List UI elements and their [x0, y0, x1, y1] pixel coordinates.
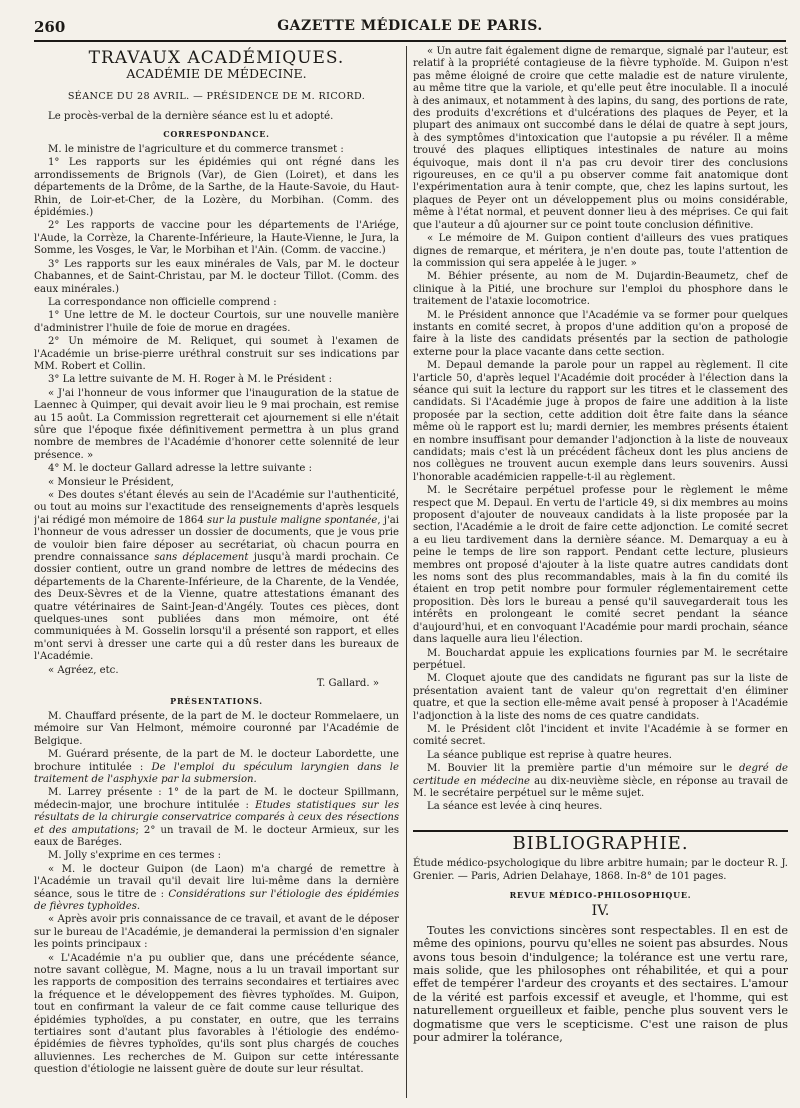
paragraph	[413, 763, 788, 800]
paragraph: 2° Les rapports de vaccine pour les départements de l'Ariége, l'Aude, la Corrèze, la Charente-Inférieure, la Haute-Vienne, le Jura, la Somme, les Vosges, le Var, le Morbihan et l'Ain. (Comm. de vaccine.)	[34, 220, 399, 257]
paragraph: 4° M. le docteur Gallard adresse la lettre suivante :	[48, 463, 313, 475]
paragraph: « L'Académie n'a pu oublier que, dans une précédente séance, notre savant collègue, M. Magne, nous a lu un travail important sur les rapports de composition des terrains secondaires et tertiaires avec la fréquence et le développement des fièvres typhoïdes. M. Guipon, tout en confirmant la valeur de ce fait comme cause tellurique des épidémies typhoïdes, a pu constater, en outre, que les terrains tertiaires sont d'autant plus favorables à l'étiologie des endémo-épidémies de fièvres typhoïdes, qu'ils sont plus chargés de couches alluviennes. Les recherches de M. Guipon sur cette intéressante question d'étiologie ne laissent guère de doute sur leur résultat.	[34, 952, 399, 1076]
paragraph: 2° Un mémoire de M. Reliquet, qui soumet à l'examen de l'Académie un brise-pierre uréthral construit sur ses indications par MM. Robert et Collin.	[34, 336, 399, 372]
right-column	[413, 46, 788, 1098]
paragraph: La séance est levée à cinq heures.	[427, 801, 603, 813]
paragraph: M. Béhier présente, au nom de M. Dujardin-Beaumetz, chef de clinique à la Pitié, une brochure sur l'emploi du phosphore dans le traitement de l'ataxie locomotrice.	[413, 271, 788, 308]
italic-title: sur la pustule maligne spontanée	[207, 514, 378, 526]
book-reference: Étude médico-psychologique du libre arbitre humain; par le docteur R. J. Grenier. — Paris, Adrien Delahaye, 1868. In-8° de 101 pages.	[413, 858, 788, 882]
paragraph: M. Bouchardat appuie les explications fournies par M. le secrétaire perpétuel.	[413, 647, 788, 671]
paragraph: « Après avoir pris connaissance de ce travail, et avant de le déposer sur le bureau de l'Académie, je demanderai la permission d'en signaler les points principaux :	[34, 914, 399, 951]
roman-numeral: IV.	[591, 903, 610, 920]
paragraph: 3° Les rapports sur les eaux minérales de Vals, par M. le docteur Chabannes, et de Saint-Christau, par M. le docteur Tillot. (Comm. des eaux minérales.)	[34, 258, 399, 295]
revue-heading: REVUE MÉDICO-PHILOSOPHIQUE.	[509, 890, 692, 900]
paragraph: M. Cloquet ajoute que des candidats ne figurant pas sur la liste de présentation avaient tant de valeur qu'on regrettait d'en éliminer quatre, et que la section elle-même avait pensé à proposer à l'Académie l'adjonction à la liste des noms de ces quatre candidats.	[413, 673, 788, 722]
journal-title: GAZETTE MÉDICALE DE PARIS.	[277, 18, 543, 34]
page-header	[34, 14, 786, 42]
text-run: ; 2° un travail de M. le docteur Armieux, sur les eaux de Baréges.	[34, 824, 399, 848]
paragraph: M. Depaul demande la parole pour un rappel au règlement. Il cite l'article 50, d'après lequel l'Académie doit procéder à l'élection dans la séance qui suit la lecture du rapport sur les titres et le classement des candidats. Si l'Académie juge à propos de faire une addition à la liste proposée par la section, cette addition doit être faite dans la séance même où le rapport est lu; mardi dernier, les membres présents étaient en nombre insuffisant pour demander l'adjonction à la liste de nouveaux candidats; mais c'est là un précédent fâcheux dont les plus anciens de nos collègues ne trouvent aucun exemple dans leurs souvenirs. Aussi l'honorable académicien rappelle-t-il au règlement.	[413, 360, 788, 483]
paragraph: M. le Secrétaire perpétuel professe pour le règlement le même respect que M. Depaul. En vertu de l'article 49, si dix membres au moins proposent d'ajouter de nouveaux candidats à la liste proposée par la section, l'Académie a le droit de faire cette adjonction. Le comité secret a eu lieu tardivement dans la dernière séance. M. Demarquay a eu à peine le temps de lire son rapport. Pendant cette lecture, plusieurs membres ont proposé d'ajouter à la liste quatre autres candidats dont les noms sont des plus recommandables, mais à la fin du comité ils étaient en trop petit nombre pour formuler réglementairement cette proposition. Dès lors le bureau a pensé qu'il sauvegarderait tous les intérêts en prolongeant le comité secret pendant la séance d'aujourd'hui, et en convoquant l'Académie pour mardi prochain, séance dans laquelle aura lieu l'élection.	[413, 485, 788, 646]
paragraph: M. Jolly s'exprime en ces termes :	[48, 850, 222, 862]
italic-title: De l'emploi du spéculum laryngien dans le traitement de l'asphyxie par la submersion.	[34, 761, 399, 785]
text-run: M. Guérard présente, de la part de M. le docteur Labordette, une brochure intitulée :	[34, 749, 399, 773]
paragraph: « Monsieur le Président,	[48, 476, 174, 488]
signature: T. Gallard. »	[316, 678, 379, 690]
text-run: , j'ai l'honneur de vous adresser un dossier de documents, que je vous prie de vouloir bien faire déposer au secrétariat, où chacun pourra en prendre connaissance	[34, 514, 399, 564]
text-run: M. Larrey présente : 1° de la part de M. le docteur Spillmann, médecin-major, une brochure intitulée :	[34, 787, 399, 811]
paragraph: 3° La lettre suivante de M. H. Roger à M. le Président :	[48, 374, 333, 386]
academy-title: ACADÉMIE DE MÉDECINE.	[126, 66, 307, 82]
paragraph	[34, 490, 399, 664]
paragraph: M. le Président annonce que l'Académie va se former pour quelques instants en comité secret, à propos d'une addition qu'on a proposé de faire à la liste des candidats présentés par la section de pathologie externe pour la place vacante dans cette section.	[413, 309, 788, 358]
bibliographie-title: BIBLIOGRAPHIE.	[512, 832, 689, 854]
presentations-heading: PRÉSENTATIONS.	[170, 695, 263, 706]
correspondance-heading: CORRESPONDANCE.	[163, 128, 270, 139]
text-run: au dix-neuvième siècle, en réponse au travail de M. le secrétaire perpétuel sur le même sujet.	[413, 775, 788, 799]
section-title: TRAVAUX ACADÉMIQUES.	[88, 48, 345, 68]
paragraph: La séance publique est reprise à quatre heures.	[427, 749, 672, 761]
text-run: M. Bouvier lit la première partie d'un mémoire sur le	[427, 763, 740, 775]
paragraph: « Le mémoire de M. Guipon contient d'ailleurs des vues pratiques dignes de remarque, et méritera, je n'en doute pas, toute l'attention de la commission qui sera appelée à le juger. »	[413, 233, 788, 269]
paragraph: Toutes les convictions sincères sont respectables. Il en est de même des opinions, pourvu qu'elles ne soient pas absurdes. Nous avons tous besoin d'indulgence; la tolérance est une vertu rare, mais solide, que les philosophes ont réhabilitée, et qui a pour effet de tempérer l'ardeur des croyants et des sectaires. L'amour de la vérité est parfois excessif et aveugle, et l'homme, qui est naturellement orgueilleux et faible, penche plus souvent vers le dogmatisme que vers le scepticisme. C'est une raison de plus pour admirer la tolérance,	[413, 923, 788, 1045]
paragraph: M. le Président clôt l'incident et invite l'Académie à se former en comité secret.	[413, 723, 788, 748]
paragraph	[34, 749, 399, 786]
proces-verbal: Le procès-verbal de la dernière séance est lu et adopté.	[48, 111, 334, 123]
section-rule	[413, 830, 788, 832]
text-run: « M. le docteur Guipon (de Laon) m'a chargé de remettre à l'Académie un travail qu'il devait lire lui-même dans la dernière séance, sous le titre de :	[34, 863, 399, 900]
paragraph: « Agréez, etc.	[48, 664, 119, 676]
paragraph: M. Chauffard présente, de la part de M. le docteur Rommelaere, un mémoire sur Van Helmont, mémoire couronné par l'Académie de Belgique.	[34, 710, 399, 747]
text-run: jusqu'à mardi prochain. Ce dossier contient, outre un grand nombre de lettres de médecins des départements de la Charente-Inférieure, de la Charente, de la Vendée, des Deux-Sèvres et de la Vienne, quatre attestations émanant des quatre vétérinaires de Saint-Jean-d'Angély. Toutes ces pièces, dont quelques-unes sont publiées dans mon mémoire, ont été communiquées à M. Gosselin lorsqu'il a présenté son rapport, et elles m'ont servi à dresser une carte qui a dû rester dans les bureaux de l'Académie.	[34, 552, 399, 663]
italic-title: Etudes statistiques sur les résultats de la chirurgie conservatrice comparés à ceux des résections et des amputations	[34, 799, 399, 836]
paragraph	[34, 787, 399, 849]
paragraph: « Un autre fait également digne de remarque, signalé par l'auteur, est relatif à la propriété contagieuse de la fièvre typhoïde. M. Guipon n'est pas même éloigné de croire que cette maladie est de nature virulente, au même titre que la variole, et qu'elle peut être inoculable. Il a inoculé à des animaux, et notamment à des lapins, du sang, des portions de rate, des produits d'excrétions et d'ulcérations des plaques de Peyer, et la plupart des animaux ont succombé dans le délai de quatre à sept jours, à des symptômes d'intoxication que l'autopsie a pu révéler. Il a même trouvé des plaques elliptiques intestinales de nature au moins équivoque, mais dont il n'a pas cru devoir tirer des conclusions rigoureuses, en ce qu'il a pu observer comme fait anatomique dont l'expérimentation aura à tenir compte, que, chez les lapins surtout, les plaques de Peyer ont un développement plus ou moins considérable, même à l'état normal, et peuvent donner lieu à des méprises. Ce qui fait que l'auteur a dû ajourner sur ce point toute conclusion définitive.	[413, 46, 788, 231]
paragraph: La correspondance non officielle comprend :	[48, 296, 277, 308]
italic-title: Considérations sur l'étiologie des épidémies de fièvres typhoïdes.	[34, 888, 399, 912]
left-column	[34, 46, 399, 1098]
paragraph: « J'ai l'honneur de vous informer que l'inauguration de la statue de Laennec à Quimper, qui devait avoir lieu le 9 mai prochain, est remise au 15 août. La Commission regretterait cet ajournement si elle n'était sûre que l'époque fixée définitivement permettra à un plus grand nombre de membres de l'Académie d'honorer cette solennité de leur présence. »	[34, 387, 399, 461]
italic-title: degré de certitude en médecine	[413, 763, 788, 787]
italic-phrase: sans déplacement	[154, 552, 249, 564]
paragraph	[34, 864, 399, 914]
text-run: « Des doutes s'étant élevés au sein de l'Académie sur l'authenticité, ou tout au moins sur l'exactitude des renseignements d'après lesquels j'ai rédigé mon mémoire de 1864	[34, 490, 399, 526]
page-number: 260	[34, 18, 66, 36]
paragraph: 1° Les rapports sur les épidémies qui ont régné dans les arrondissements de Brignols (Var), de Gien (Loiret), et dans les départements de la Drôme, de la Sarthe, de la Haute-Savoie, du Haut-Rhin, de Loir-et-Cher, de la Lozère, du Morbihan. (Comm. des épidémies.)	[34, 157, 399, 219]
session-line: SÉANCE DU 28 AVRIL. — PRÉSIDENCE DE M. RICORD.	[67, 90, 366, 102]
column-divider	[406, 46, 407, 1098]
paragraph: M. le ministre de l'agriculture et du commerce transmet :	[48, 144, 344, 156]
paragraph: 1° Une lettre de M. le docteur Courtois, sur une nouvelle manière d'administrer l'huile de foie de morue en dragées.	[34, 310, 399, 334]
